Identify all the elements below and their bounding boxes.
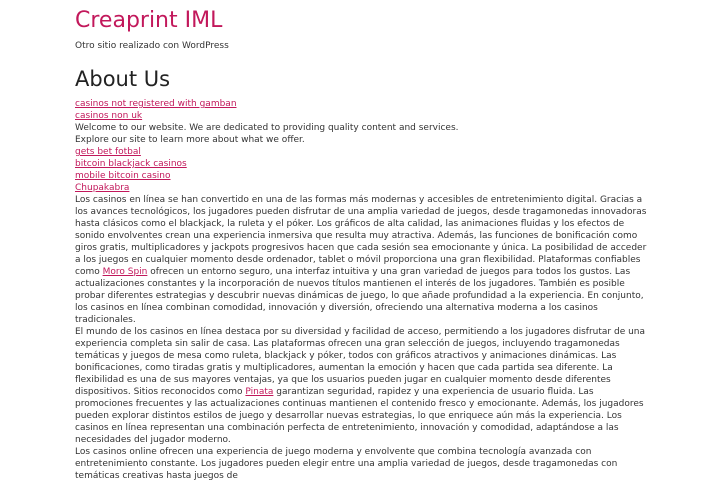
paragraph-3: Los casinos online ofrecen una experiencia de juego moderna y envolvente que combina tecnología avanzada con entretenimiento constante. Los jugadores pueden elegir entre una amplia variedad de juegos, desde tragamonedas con temáticas creativas hasta juegos de	[75, 447, 618, 481]
link-bitcoin-blackjack[interactable]: bitcoin blackjack casinos	[75, 159, 187, 169]
paragraph-1-text-b: ofrecen un entorno seguro, una interfaz intuitiva y una gran variedad de juegos para todos los gustos. Las actualizaciones constantes y la incorporación de nuevos títulos mantienen el interés de los jugadores. También es posible probar diferentes estrategias y descubrir nuevas dinámicas de juego, lo que añade profundidad a la experiencia. En conjunto, los casinos en línea combinan comodidad, innovación y diversión, ofreciendo una alternativa moderna a los casinos tradicionales.	[75, 267, 644, 325]
link-casinos-non-uk[interactable]: casinos non uk	[75, 111, 143, 121]
page-title: About Us	[75, 67, 171, 91]
link-mobile-bitcoin-casino[interactable]: mobile bitcoin casino	[75, 171, 171, 181]
paragraph-2-text-a: El mundo de los casinos en línea destaca por su diversidad y facilidad de acceso, permitiendo a los jugadores disfrutar de una experiencia completa sin salir de casa. Las plataformas ofrecen una gran selección de juegos, incluyendo tragamonedas temáticas y juegos de mesa como ruleta, blackjack y póker, todos con gráficos atractivos y animaciones dinámicas. Las bonificaciones, como tiradas gratis y multiplicadores, aumentan la emoción y hacen que cada partida sea diferente. La flexibilidad es una de sus mayores ventajas, ya que los usuarios pueden jugar en cualquier momento desde diferentes dispositivos. Sitios reconocidos como	[75, 327, 646, 397]
link-casinos-not-registered[interactable]: casinos not registered with gamban	[75, 99, 237, 109]
paragraph-2	[75, 326, 650, 446]
link-gets-bet-fotbal[interactable]: gets bet fotbal	[75, 147, 141, 157]
intro-text-1: Welcome to our website. We are dedicated to providing quality content and services.	[75, 123, 459, 133]
site-header	[75, 7, 675, 52]
entry-content	[75, 98, 650, 482]
paragraph-1	[75, 194, 650, 326]
site-description: Otro sitio realizado con WordPress	[75, 41, 229, 51]
link-pinata[interactable]: Pinata	[245, 387, 274, 397]
link-moro-spin[interactable]: Moro Spin	[102, 267, 148, 277]
paragraph-2-text-b: garantizan seguridad, rapidez y una experiencia de usuario fluida. Las promociones frecuentes y las actualizaciones continuas mantienen el contenido fresco y emocionante. Además, los jugadores pueden explorar distintos estilos de juego y desarrollar nuevas estrategias, lo que enriquece aún más la experiencia. Los casinos en línea representan una combinación perfecta de entretenimiento, innovación y comodidad, adaptándose a las necesidades del jugador moderno.	[75, 387, 644, 445]
paragraph-1-text-a: Los casinos en línea se han convertido en una de las formas más modernas y accesibles de entretenimiento digital. Gracias a los avances tecnológicos, los jugadores pueden disfrutar de una amplia variedad de juegos, desde tragamonedas innovadoras hasta clásicos como el blackjack, la ruleta y el póker. Los gráficos de alta calidad, las animaciones fluidas y los efectos de sonido envolventes crean una experiencia inmersiva que resulta muy atractiva. Además, las funciones de bonificación como giros gratis, multiplicadores y jackpots progresivos hacen que cada sesión sea emocionante y única. La posibilidad de acceder a los juegos en cualquier momento desde ordenador, tablet o móvil proporciona una gran flexibilidad. Plataformas confiables como	[75, 195, 647, 277]
link-chupakabra[interactable]: Chupakabra	[75, 183, 130, 193]
intro-text-2: Explore our site to learn more about what we offer.	[75, 135, 305, 145]
site-title-link[interactable]: Creaprint IML	[75, 8, 223, 33]
page-content	[75, 66, 650, 482]
